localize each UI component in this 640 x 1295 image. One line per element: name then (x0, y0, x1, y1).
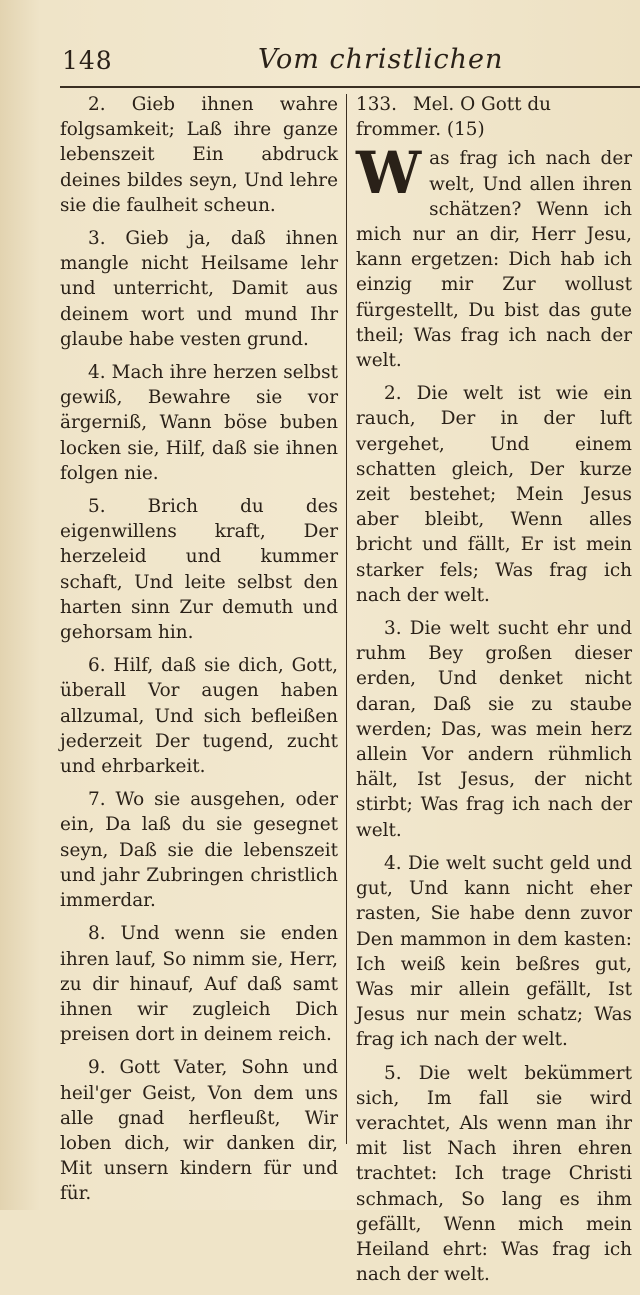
melody-number: (15) (446, 119, 485, 141)
first-stanza-text: as frag ich nach der welt, Und allen ihren schätzen? Wenn ich mich nur an dir, Herr Jesu, kann ergetzen: Dich hab ich einzig mir Zur wollust fürgestellt, Du bist das gute theil; Was frag ich nach der welt. (356, 148, 632, 372)
stanza: 8. Und wenn sie enden ihren lauf, So nimm sie, Herr, zu dir hinauf, Auf daß samt ihnen wir zugleich Dich preisen dort in deinem reich. (60, 923, 338, 1046)
stanza: 3. Die welt sucht ehr und ruhm Bey großen dieser erden, Und denket nicht daran, Daß sie zu staube werden; Das, was mein herz allein Vor andern rühmlich hält, Ist Jesus, der nicht stirbt; Was frag ich nach der welt. (356, 618, 632, 841)
column-divider (346, 94, 347, 1144)
page-number: 148 (62, 46, 113, 75)
left-column (60, 92, 338, 1215)
stanza: 2. Die welt ist wie ein rauch, Der in der luft vergehet, Und einem schatten gleich, Der kurze zeit bestehet; Mein Jesus aber bleibt, Wenn alles bricht und fällt, Er ist mein starker fels; Was frag ich nach der welt. (356, 383, 632, 606)
melody-reference: Mel. O Gott du frommer. (356, 94, 552, 141)
stanza: 5. Brich du des eigenwillens kraft, Der herzeleid und kummer schaft, Und leite selbst den harten sinn Zur demuth und gehorsam hin. (60, 496, 338, 644)
running-head: Vom christlichen (258, 44, 504, 75)
stanza: 2. Gieb ihnen wahre folgsamkeit; Laß ihre ganze lebenszeit Ein abdruck deines bildes seyn, Und lehre sie die faulheit scheun. (60, 94, 338, 216)
stanza: 4. Die welt sucht geld und gut, Und kann nicht eher rasten, Sie habe denn zuvor Den mammon in dem kasten: Ich weiß kein beßres gut, Was mir allein gefällt, Ist Jesus nur mein schatz; Was frag ich nach der welt. (356, 852, 632, 1051)
stanza: 4. Mach ihre herzen selbst gewiß, Bewahre sie vor ärgerniß, Wann böse buben locken sie, Hilf, daß sie ihnen folgen nie. (60, 362, 338, 484)
header-rule (60, 86, 640, 88)
stanza: 5. Die welt bekümmert sich, Im fall sie wird verachtet, Als wenn man ihr mit list Nach ihren ehren trachtet: Ich trage Christi schmach, So lang es ihm gefällt, Wenn mich mein Heiland ehrt: Was frag ich nach der welt. (356, 1062, 632, 1286)
stanza: 9. Gott Vater, Sohn und heil'ger Geist, Von dem uns alle gnad herfleußt, Wir loben dich, wir danken dir, Mit unsern kindern für und für. (60, 1057, 338, 1205)
hymn-heading (356, 92, 632, 142)
stanza: 6. Hilf, daß sie dich, Gott, überall Vor augen haben allzumal, Und sich befleißen jederzeit Der tugend, zucht und ehrbarkeit. (60, 655, 338, 778)
first-stanza (356, 139, 632, 373)
stanza: 3. Gieb ja, daß ihnen mangle nicht Heilsame lehr und unterricht, Damit aus deinem wort und mund Ihr glaube habe vesten grund. (60, 228, 338, 350)
hymn-number: 133. (356, 94, 397, 115)
page-header (0, 40, 640, 90)
stanza: 7. Wo sie ausgehen, oder ein, Da laß du sie gesegnet seyn, Daß sie die lebenszeit und jahr Zubringen christlich immerdar. (60, 789, 338, 912)
right-column (356, 92, 632, 1295)
drop-capital: W (356, 139, 422, 208)
